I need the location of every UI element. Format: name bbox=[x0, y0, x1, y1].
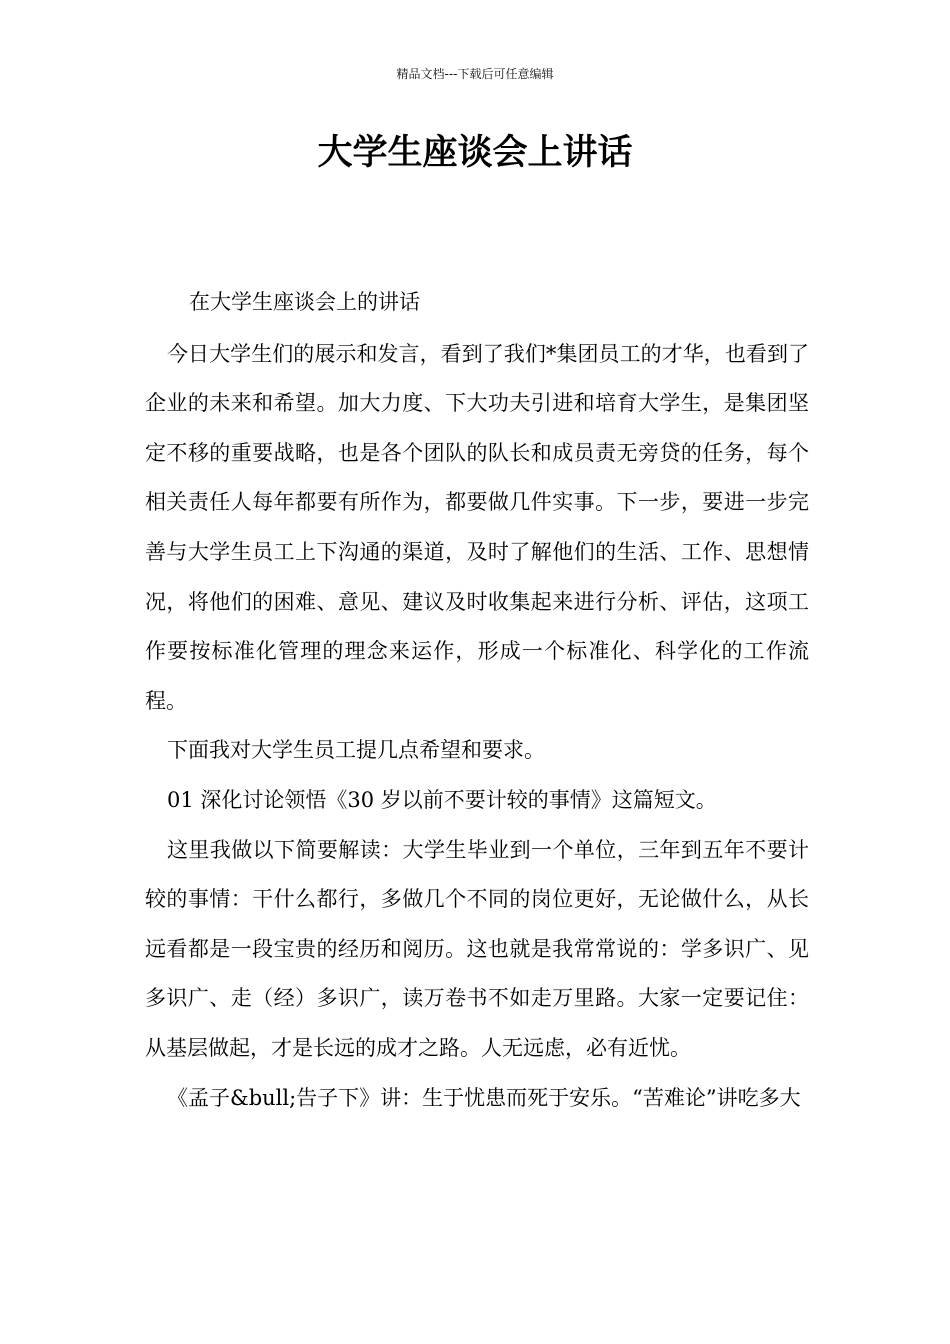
document-title: 大学生座谈会上讲话 bbox=[317, 133, 633, 173]
paragraph: 今日大学生们的展示和发言，看到了我们*集团员工的才华，也看到了企业的未来和希望。加大力度、下大功夫引进和培育大学生，是集团坚定不移的重要战略，也是各个团队的队长和成员责无旁贷的任务，每个相关责任人每年都要有所作为，都要做几件实事。下一步，要进一步完善与大学生员工上下沟通的渠道，及时了解他们的生活、工作、思想情况，将他们的困难、意见、建议及时收集起来进行分析、评估，这项工作要按标准化管理的理念来运作，形成一个标准化、科学化的工作流程。 bbox=[145, 341, 809, 713]
paragraph: 《孟子&bull;告子下》讲：生于忧患而死于安乐。“苦难论”讲吃多大 bbox=[167, 1085, 801, 1110]
paragraph: 01 深化讨论领悟《30 岁以前不要计较的事情》这篇短文。 bbox=[167, 787, 717, 812]
paragraph: 下面我对大学生员工提几点希望和要求。 bbox=[167, 738, 545, 763]
document-body bbox=[145, 278, 809, 1123]
speech-subtitle: 在大学生座谈会上的讲话 bbox=[189, 290, 420, 314]
paragraph: 这里我做以下简要解读：大学生毕业到一个单位，三年到五年不要计较的事情：干什么都行，多做几个不同的岗位更好，无论做什么，从长远看都是一段宝贵的经历和阅历。这也就是我常常说的：学多识广、见多识广、走（经）多识广，读万卷书不如走万里路。大家一定要记住：从基层做起，才是长远的成才之路。人无远虑，必有近忧。 bbox=[145, 837, 809, 1060]
header-note: 精品文档---下载后可任意编辑 bbox=[396, 67, 554, 81]
